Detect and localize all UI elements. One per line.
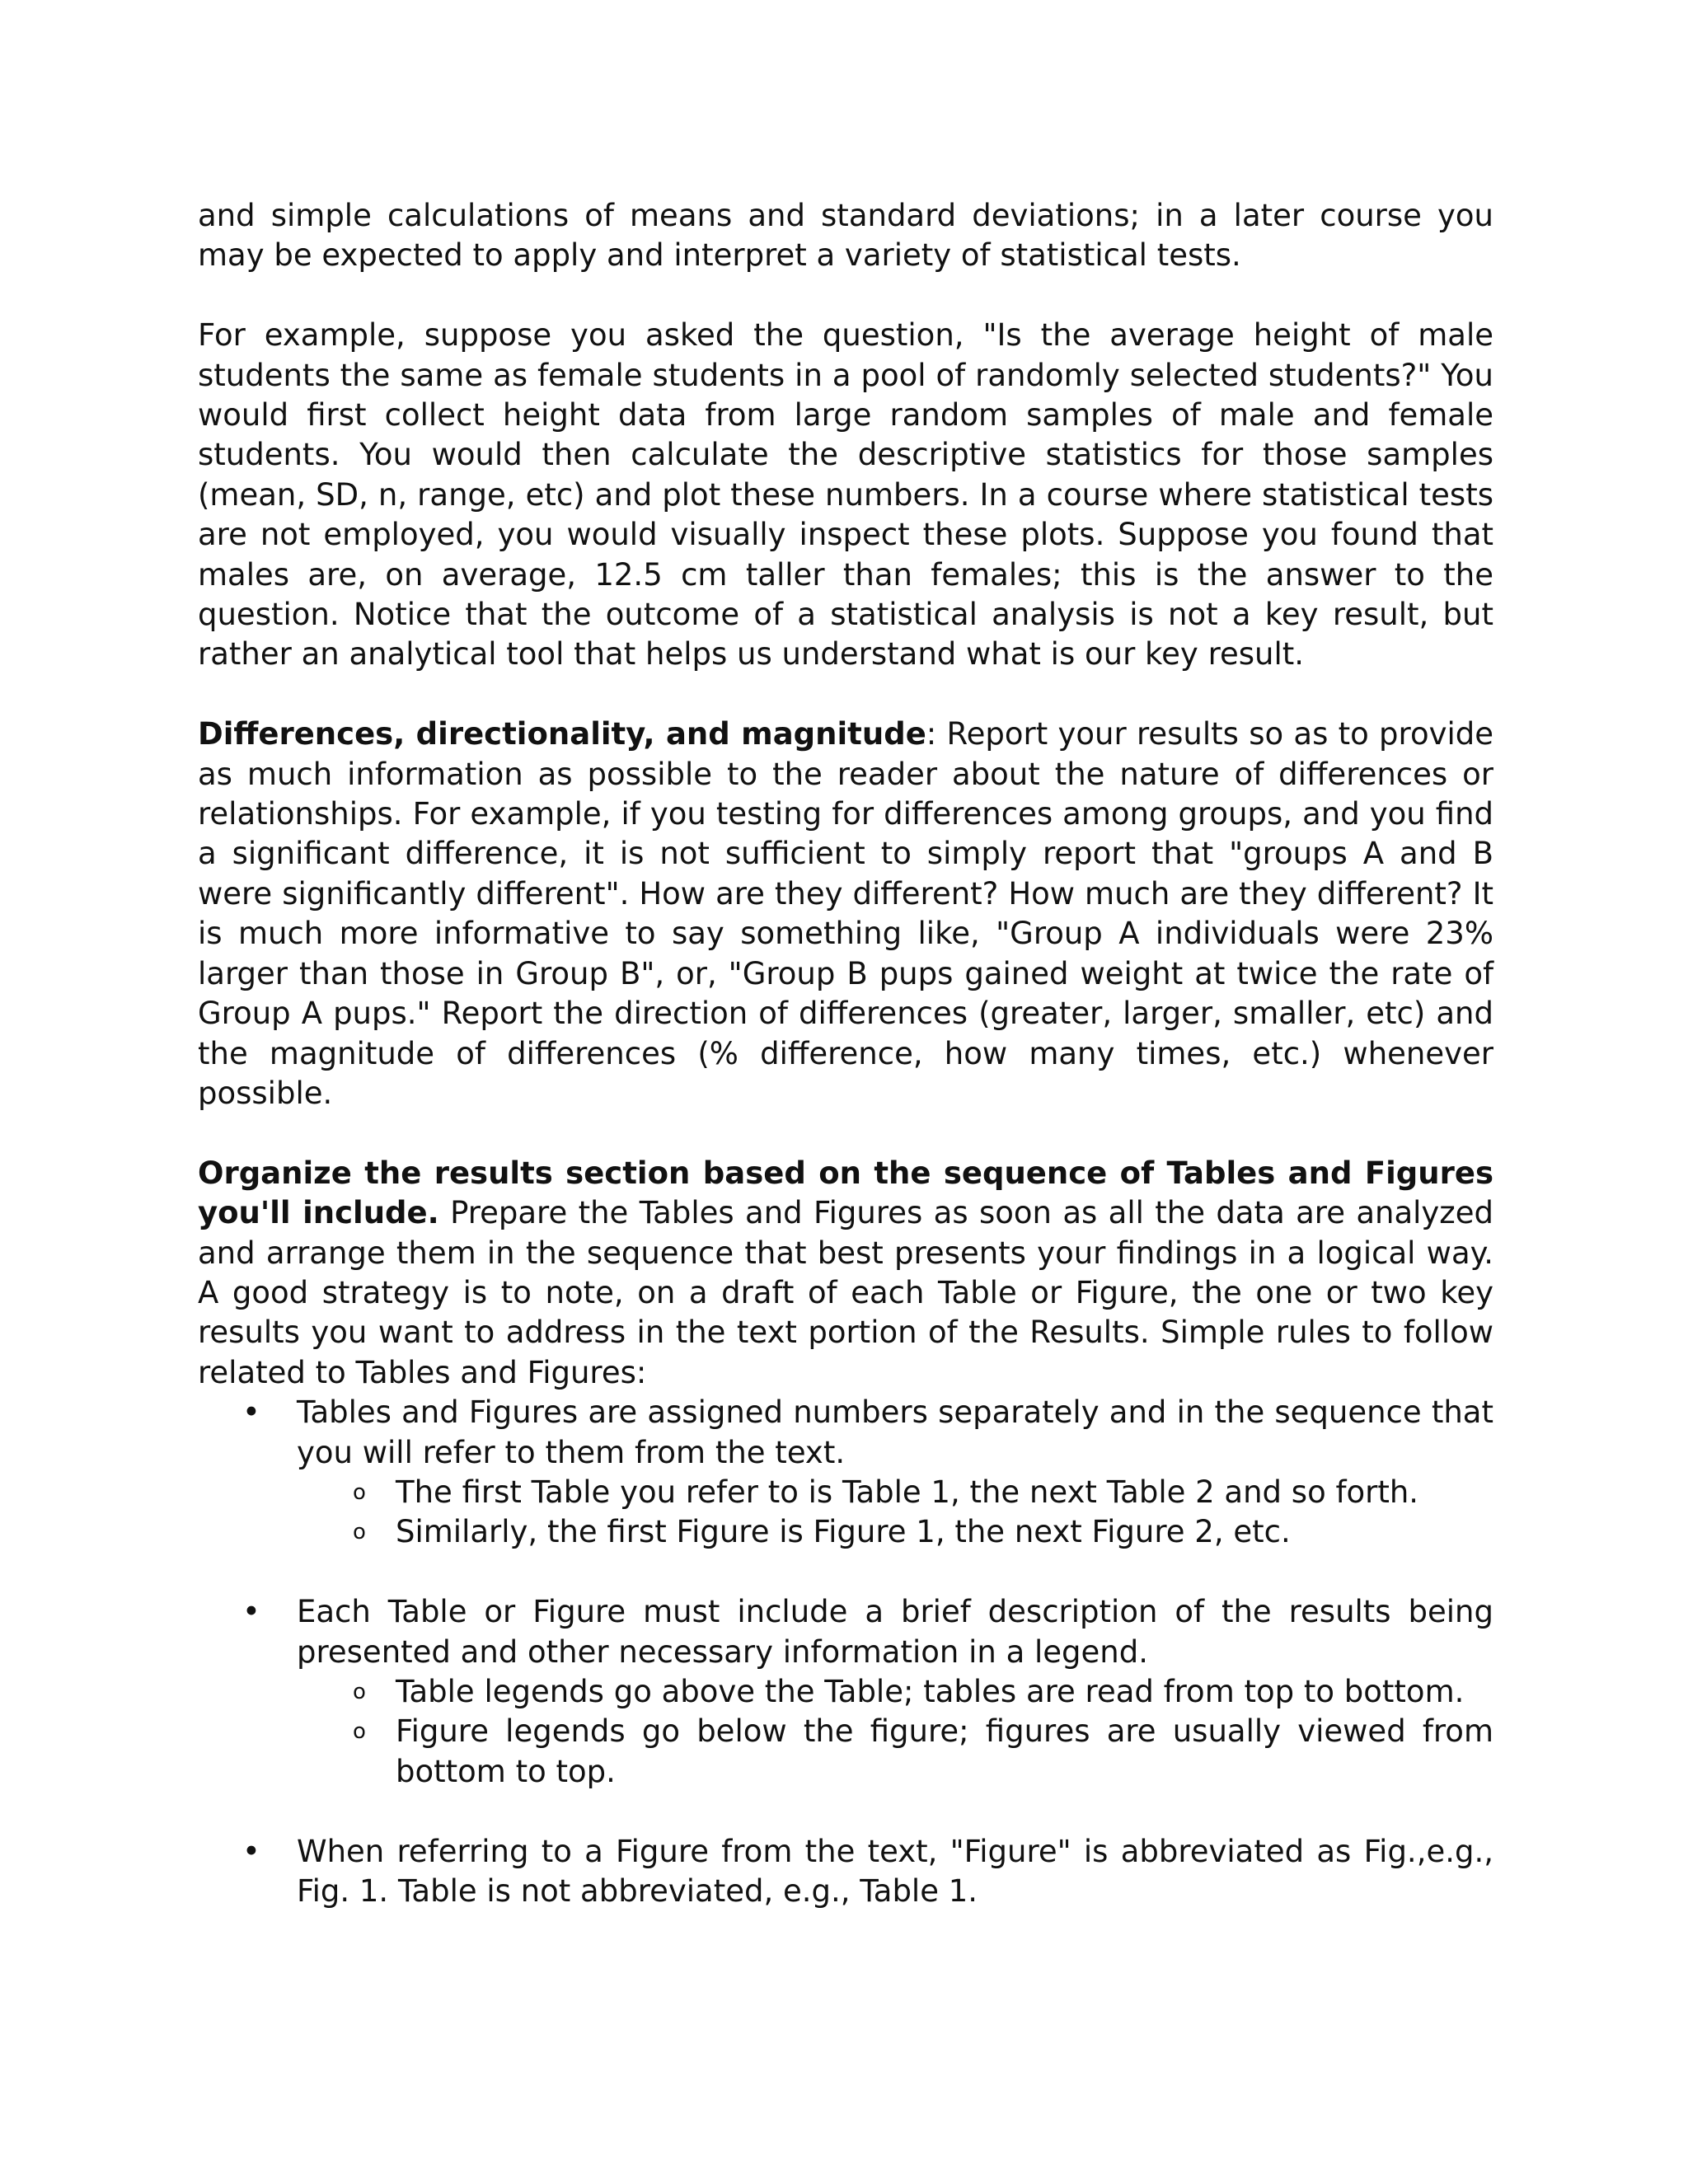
bullet-icon: • <box>242 1594 260 1630</box>
bullet-icon: • <box>242 1394 260 1431</box>
circle-bullet-icon: o <box>353 1719 366 1745</box>
sub-list-item-text: Similarly, the first Figure is Figure 1, the next Figure 2, etc. <box>396 1514 1291 1550</box>
circle-bullet-icon: o <box>353 1679 366 1704</box>
sub-list-item-text: Figure legends go below the figure; figures are usually viewed from bottom to top. <box>396 1713 1493 1789</box>
circle-bullet-icon: o <box>353 1479 366 1505</box>
heading-organize: Organize the results section based on the sequence of Tables and Figures you'll include. <box>198 1155 1493 1231</box>
sub-list-item-text: Table legends go above the Table; tables are read from top to bottom. <box>396 1673 1465 1709</box>
sub-list <box>297 1672 1493 1792</box>
sub-list-item <box>297 1672 1493 1712</box>
list-item-text: Each Table or Figure must include a brief description of the results being presented and other necessary information in a legend. <box>297 1594 1493 1670</box>
sub-list-item-text: The first Table you refer to is Table 1, the next Table 2 and so forth. <box>396 1474 1419 1510</box>
list-item <box>198 1592 1493 1792</box>
document-body <box>198 196 1493 1911</box>
paragraph-organize <box>198 1154 1493 1393</box>
list-item-text: Tables and Figures are assigned numbers separately and in the sequence that you will refer to them from the text. <box>297 1394 1493 1470</box>
rules-list <box>198 1393 1493 1911</box>
sub-list-item <box>297 1512 1493 1552</box>
list-item-text: When referring to a Figure from the text, "Figure" is abbreviated as Fig.,e.g., Fig. 1. Table is not abbreviated, e.g., Table 1. <box>297 1833 1493 1909</box>
sub-list-item <box>297 1473 1493 1512</box>
heading-differences: Differences, directionality, and magnitude <box>198 716 926 752</box>
bullet-icon: • <box>242 1833 260 1869</box>
sub-list-item <box>297 1712 1493 1792</box>
sub-list <box>297 1473 1493 1553</box>
paragraph-differences-body: : Report your results so as to provide as much information as possible to the reader about the nature of differences or relationships. For example, if you testing for differences among groups, and you find a significant difference, it is not sufficient to simply report that "groups A and B were significantly different". How are they different? How much are they different? It is much more informative to say something like, "Group A individuals were 23% larger than those in Group B", or, "Group B pups gained weight at twice the rate of Group A pups." Report the direction of differences (greater, larger, smaller, etc) and the magnitude of differences (% difference, how many times, etc.) whenever possible. <box>198 716 1494 1111</box>
paragraph-organize-body: Prepare the Tables and Figures as soon as all the data are analyzed and arrange them in the sequence that best presents your findings in a logical way. A good strategy is to note, on a draft of each Table or Figure, the one or two key results you want to address in the text portion of the Results. Simple rules to follow related to Tables and Figures: <box>198 1195 1493 1390</box>
paragraph-statistics-intro: and simple calculations of means and standard deviations; in a later course you may be expected to apply and interpret a variety of statistical tests. <box>198 198 1493 274</box>
list-item <box>198 1393 1493 1553</box>
paragraph-differences <box>198 715 1493 1113</box>
circle-bullet-icon: o <box>353 1520 366 1545</box>
paragraph-height-example: For example, suppose you asked the question, "Is the average height of male students the same as female students in a pool of randomly selected students?" You would first collect height data from large random samples of male and female students. You would then calculate the descriptive statistics for those samples (mean, SD, n, range, etc) and plot these numbers. In a course where statistical tests are not employed, you would visually inspect these plots. Suppose you found that males are, on average, 12.5 cm taller than females; this is the answer to the question. Notice that the outcome of a statistical analysis is not a key result, but rather an analytical tool that helps us understand what is our key result. <box>198 317 1493 673</box>
list-item <box>198 1832 1493 1912</box>
